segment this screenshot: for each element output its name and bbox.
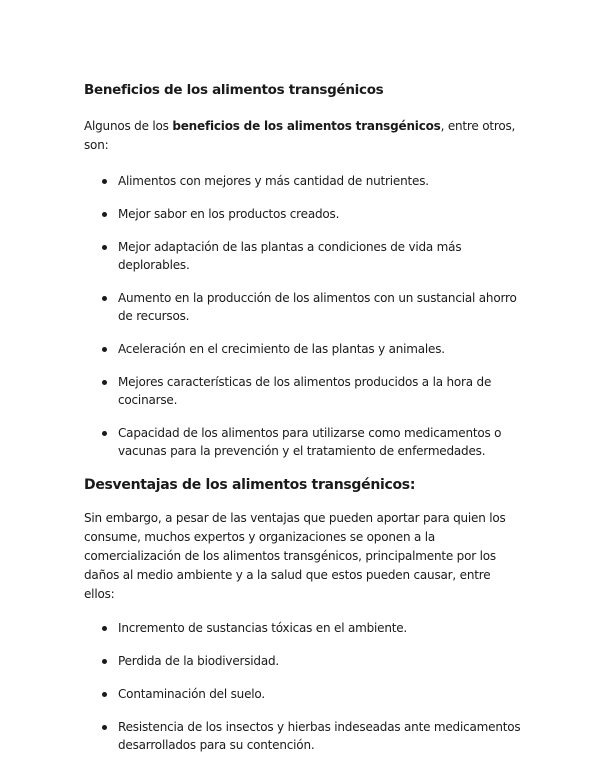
bullet-icon	[102, 380, 107, 385]
disadvantages-list	[84, 619, 524, 754]
bullet-icon	[102, 296, 107, 301]
list-item	[84, 289, 524, 325]
list-item-text: Resistencia de los insectos y hierbas indeseadas ante medicamentos desarrollados para su contención.	[118, 720, 521, 752]
list-item	[84, 424, 524, 460]
list-item-text: Aumento en la producción de los alimentos con un sustancial ahorro de recursos.	[118, 291, 517, 323]
bullet-icon	[102, 212, 107, 217]
bullet-icon	[102, 179, 107, 184]
list-item	[84, 172, 524, 190]
list-item	[84, 340, 524, 358]
benefits-intro	[84, 117, 524, 155]
list-item-text: Mejores características de los alimentos producidos a la hora de cocinarse.	[118, 375, 492, 407]
list-item-text: Alimentos con mejores y más cantidad de nutrientes.	[118, 174, 429, 188]
disadvantages-intro: Sin embargo, a pesar de las ventajas que pueden aportar para quien los consume, muchos expertos y organizaciones se oponen a la comercialización de los alimentos transgénicos, principalmente por los daños al medio ambiente y a la salud que estos pueden causar, entre ellos:	[84, 511, 506, 601]
list-item	[84, 718, 524, 754]
benefits-heading: Beneficios de los alimentos transgénicos	[84, 82, 384, 98]
list-item	[84, 652, 524, 670]
list-item	[84, 205, 524, 223]
bullet-icon	[102, 692, 107, 697]
disadvantages-heading: Desventajas de los alimentos transgénicos:	[84, 477, 416, 493]
list-item-text: Perdida de la biodiversidad.	[118, 654, 280, 668]
bullet-icon	[102, 347, 107, 352]
list-item-text: Capacidad de los alimentos para utilizarse como medicamentos o vacunas para la prevención y el tratamiento de enfermedades.	[118, 426, 502, 458]
list-item	[84, 238, 524, 274]
list-item-text: Mejor adaptación de las plantas a condiciones de vida más deplorables.	[118, 240, 462, 272]
bullet-icon	[102, 725, 107, 730]
document-page	[84, 80, 524, 769]
list-item	[84, 685, 524, 703]
bullet-icon	[102, 245, 107, 250]
list-item-text: Contaminación del suelo.	[118, 687, 265, 701]
bullet-icon	[102, 659, 107, 664]
benefits-intro-suffix: , entre otros, son:	[84, 119, 516, 152]
list-item-text: Incremento de sustancias tóxicas en el ambiente.	[118, 621, 408, 635]
benefits-intro-bold: beneficios de los alimentos transgénicos	[172, 119, 441, 133]
list-item-text: Mejor sabor en los productos creados.	[118, 207, 340, 221]
list-item	[84, 619, 524, 637]
list-item	[84, 373, 524, 409]
list-item-text: Aceleración en el crecimiento de las plantas y animales.	[118, 342, 445, 356]
bullet-icon	[102, 431, 107, 436]
benefits-list	[84, 172, 524, 460]
benefits-intro-prefix: Algunos de los	[84, 119, 173, 133]
bullet-icon	[102, 626, 107, 631]
